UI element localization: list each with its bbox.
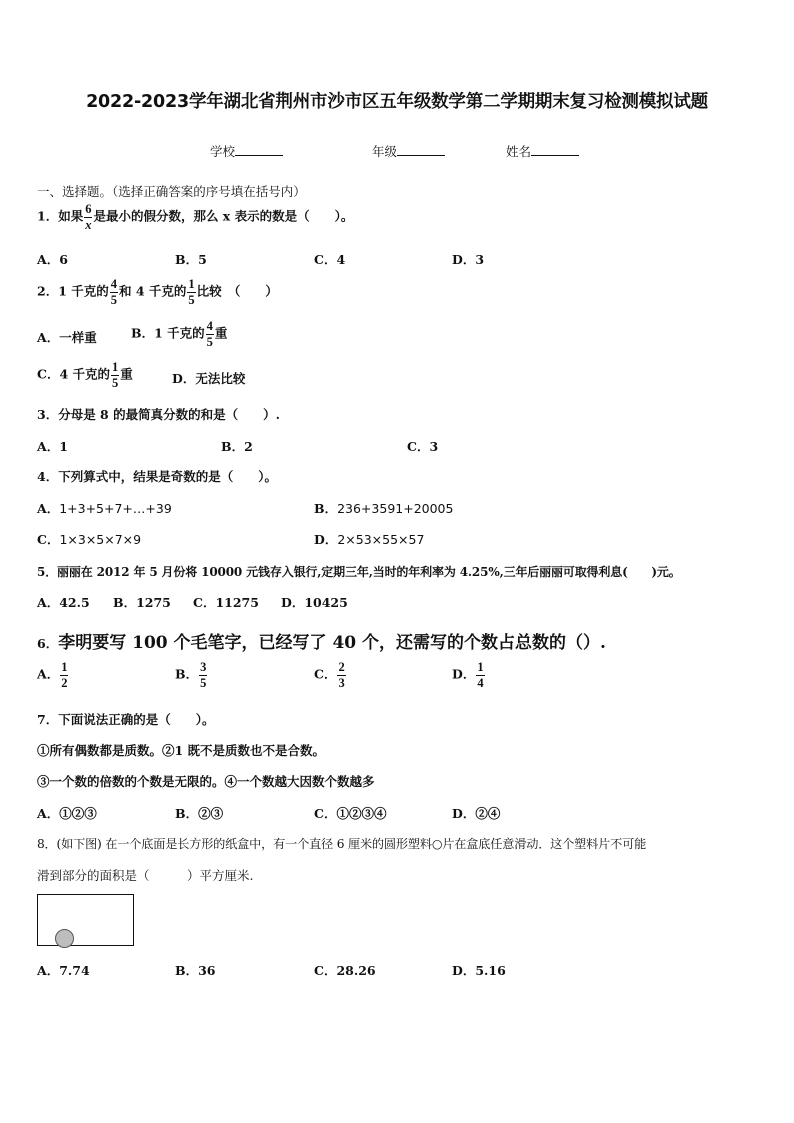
q2-optc-pre: C．4 千克的 — [37, 366, 110, 382]
rectangle-box-figure — [37, 894, 134, 946]
q7-option-c[interactable]: C．①②③④ — [314, 806, 387, 821]
q4-option-c[interactable] — [37, 530, 141, 548]
q8-option-b[interactable]: B．36 — [175, 963, 216, 978]
q6-opta-num: 1 — [61, 660, 68, 674]
q7-option-d[interactable]: D．②④ — [452, 806, 501, 821]
q7-statement-1: ①所有偶数都是质数。②1 既不是质数也不是合数。 — [37, 743, 326, 758]
q6-optd-fraction — [476, 661, 484, 689]
q4-optd-label: D． — [314, 532, 338, 547]
school-blank[interactable] — [235, 143, 283, 156]
q2-f1-num: 4 — [110, 277, 117, 291]
q2-optb-post: 重 — [214, 325, 228, 341]
question-7-stem: 7．下面说法正确的是（ ）。 — [37, 712, 215, 727]
q6-option-b[interactable] — [175, 661, 208, 689]
q6-optc-num: 2 — [338, 660, 345, 674]
q4-optc-expr: 1×3×5×7×9 — [59, 532, 142, 547]
q2-fraction-1 — [110, 278, 118, 306]
q5-option-c[interactable]: C．11275 — [193, 595, 259, 610]
q4-option-a[interactable] — [37, 499, 172, 517]
q7-option-b[interactable]: B．②③ — [175, 806, 224, 821]
q2-f1-den: 5 — [110, 292, 117, 307]
q4-optd-expr: 2×53×55×57 — [337, 532, 425, 547]
q6-opta-fraction — [60, 661, 68, 689]
q4-optb-label: B． — [314, 501, 338, 516]
q1-option-b[interactable]: B．5 — [175, 252, 207, 267]
q1-option-c[interactable]: C．4 — [314, 252, 346, 267]
q4-optb-expr: 236+3591+20005 — [337, 501, 454, 516]
q6-optb-fraction — [199, 661, 207, 689]
page-title: 2022-2023学年湖北省荆州市沙市区五年级数学第二学期期末复习检测模拟试题 — [86, 92, 708, 112]
grade-blank[interactable] — [397, 143, 445, 156]
q6-optd-num: 1 — [477, 660, 484, 674]
q2-part1: 2．1 千克的 — [37, 283, 109, 299]
q2-optb-den: 5 — [206, 334, 213, 349]
q2-f2-den: 5 — [188, 292, 195, 307]
name-field — [506, 142, 579, 160]
q5-option-d[interactable]: D．10425 — [281, 595, 348, 610]
section-heading: 一、选择题。（选择正确答案的序号填在括号内） — [37, 184, 306, 199]
q2-optc-den: 5 — [112, 375, 119, 390]
q2-option-b[interactable] — [131, 320, 227, 348]
name-blank[interactable] — [531, 143, 579, 156]
q2-option-d[interactable]: D．无法比较 — [172, 371, 246, 386]
q2-optb-fraction — [206, 320, 214, 348]
q6-optd-label: D． — [452, 666, 476, 682]
q2-optc-num: 1 — [112, 360, 119, 374]
q6-number: 6． — [37, 636, 59, 651]
question-5-stem: 5．丽丽在 2012 年 5 月份将 10000 元钱存入银行,定期三年,当时的年利率为 4.25%,三年后丽丽可取得利息( )元。 — [37, 565, 681, 579]
q6-opta-den: 2 — [61, 675, 68, 690]
plastic-disc-figure — [55, 929, 74, 948]
grade-field — [372, 142, 445, 160]
q4-optc-label: C． — [37, 532, 60, 547]
q1-suffix: 是最小的假分数，那么 x 表示的数是（ ）。 — [93, 208, 354, 224]
school-label: 学校 — [210, 144, 236, 159]
q6-option-a[interactable] — [37, 661, 69, 689]
q4-opta-expr: 1+3+5+7+…+39 — [59, 501, 172, 516]
question-2-stem — [37, 278, 278, 306]
q2-optb-pre: B．1 千克的 — [131, 325, 205, 341]
q7-option-a[interactable]: A．①②③ — [37, 806, 97, 821]
q6-optd-den: 4 — [477, 675, 484, 690]
q3-option-b[interactable]: B．2 — [221, 439, 253, 454]
q6-opta-label: A． — [37, 666, 60, 682]
q7-statement-2: ③一个数的倍数的个数是无限的。④一个数越大因数个数越多 — [37, 774, 375, 789]
question-8-line-2: 滑到部分的面积是（ ）平方厘米. — [37, 868, 254, 883]
q2-fraction-2 — [187, 278, 195, 306]
q8-option-a[interactable]: A．7.74 — [37, 963, 90, 978]
q2-part2: 和 4 千克的 — [119, 283, 187, 299]
q8-option-c[interactable]: C．28.26 — [314, 963, 376, 978]
q6-option-d[interactable] — [452, 661, 486, 689]
q1-fraction — [84, 203, 92, 231]
q1-prefix: 1．如果 — [37, 208, 84, 224]
question-1-stem — [37, 203, 353, 231]
q2-part3: 比较 （ ） — [196, 283, 278, 299]
q6-option-c[interactable] — [314, 661, 347, 689]
q6-optb-label: B． — [175, 666, 199, 682]
q8-option-d[interactable]: D．5.16 — [452, 963, 506, 978]
q2-f2-num: 1 — [188, 277, 195, 291]
q2-optc-fraction — [111, 361, 119, 389]
q6-optb-den: 5 — [200, 675, 207, 690]
question-8-line-1: 8．(如下图) 在一个底面是长方形的纸盒中，有一个直径 6 厘米的圆形塑料○片在盒底任意滑动．这个塑料片不可能 — [37, 837, 647, 851]
q5-option-a[interactable]: A．42.5 — [37, 595, 90, 610]
q2-optb-num: 4 — [206, 319, 213, 333]
q1-frac-num: 6 — [85, 202, 92, 216]
school-field — [210, 142, 283, 160]
question-4-stem: 4．下列算式中，结果是奇数的是（ ）。 — [37, 469, 277, 484]
q6-optc-label: C． — [314, 666, 337, 682]
q5-option-b[interactable]: B．1275 — [113, 595, 171, 610]
q4-option-b[interactable] — [314, 499, 453, 517]
q4-option-d[interactable] — [314, 530, 424, 548]
q6-optc-fraction — [337, 661, 345, 689]
q3-option-c[interactable]: C．3 — [407, 439, 439, 454]
q6-optc-den: 3 — [338, 675, 345, 690]
question-6-stem — [37, 628, 606, 653]
q3-option-a[interactable]: A．1 — [37, 439, 68, 454]
q1-option-a[interactable]: A．6 — [37, 252, 68, 267]
q1-frac-den: x — [85, 217, 92, 232]
q6-optb-num: 3 — [200, 660, 207, 674]
q1-option-d[interactable]: D．3 — [452, 252, 485, 267]
grade-label: 年级 — [372, 144, 398, 159]
q2-optc-post: 重 — [120, 366, 133, 382]
q2-option-a[interactable]: A．一样重 — [37, 330, 97, 345]
name-label: 姓名 — [506, 144, 532, 159]
q2-option-c[interactable] — [37, 361, 133, 389]
q4-opta-label: A． — [37, 501, 60, 516]
question-3-stem: 3．分母是 8 的最简真分数的和是（ ）. — [37, 407, 280, 422]
q6-text: 李明要写 100 个毛笔字，已经写了 40 个，还需写的个数占总数的（）. — [58, 633, 606, 653]
